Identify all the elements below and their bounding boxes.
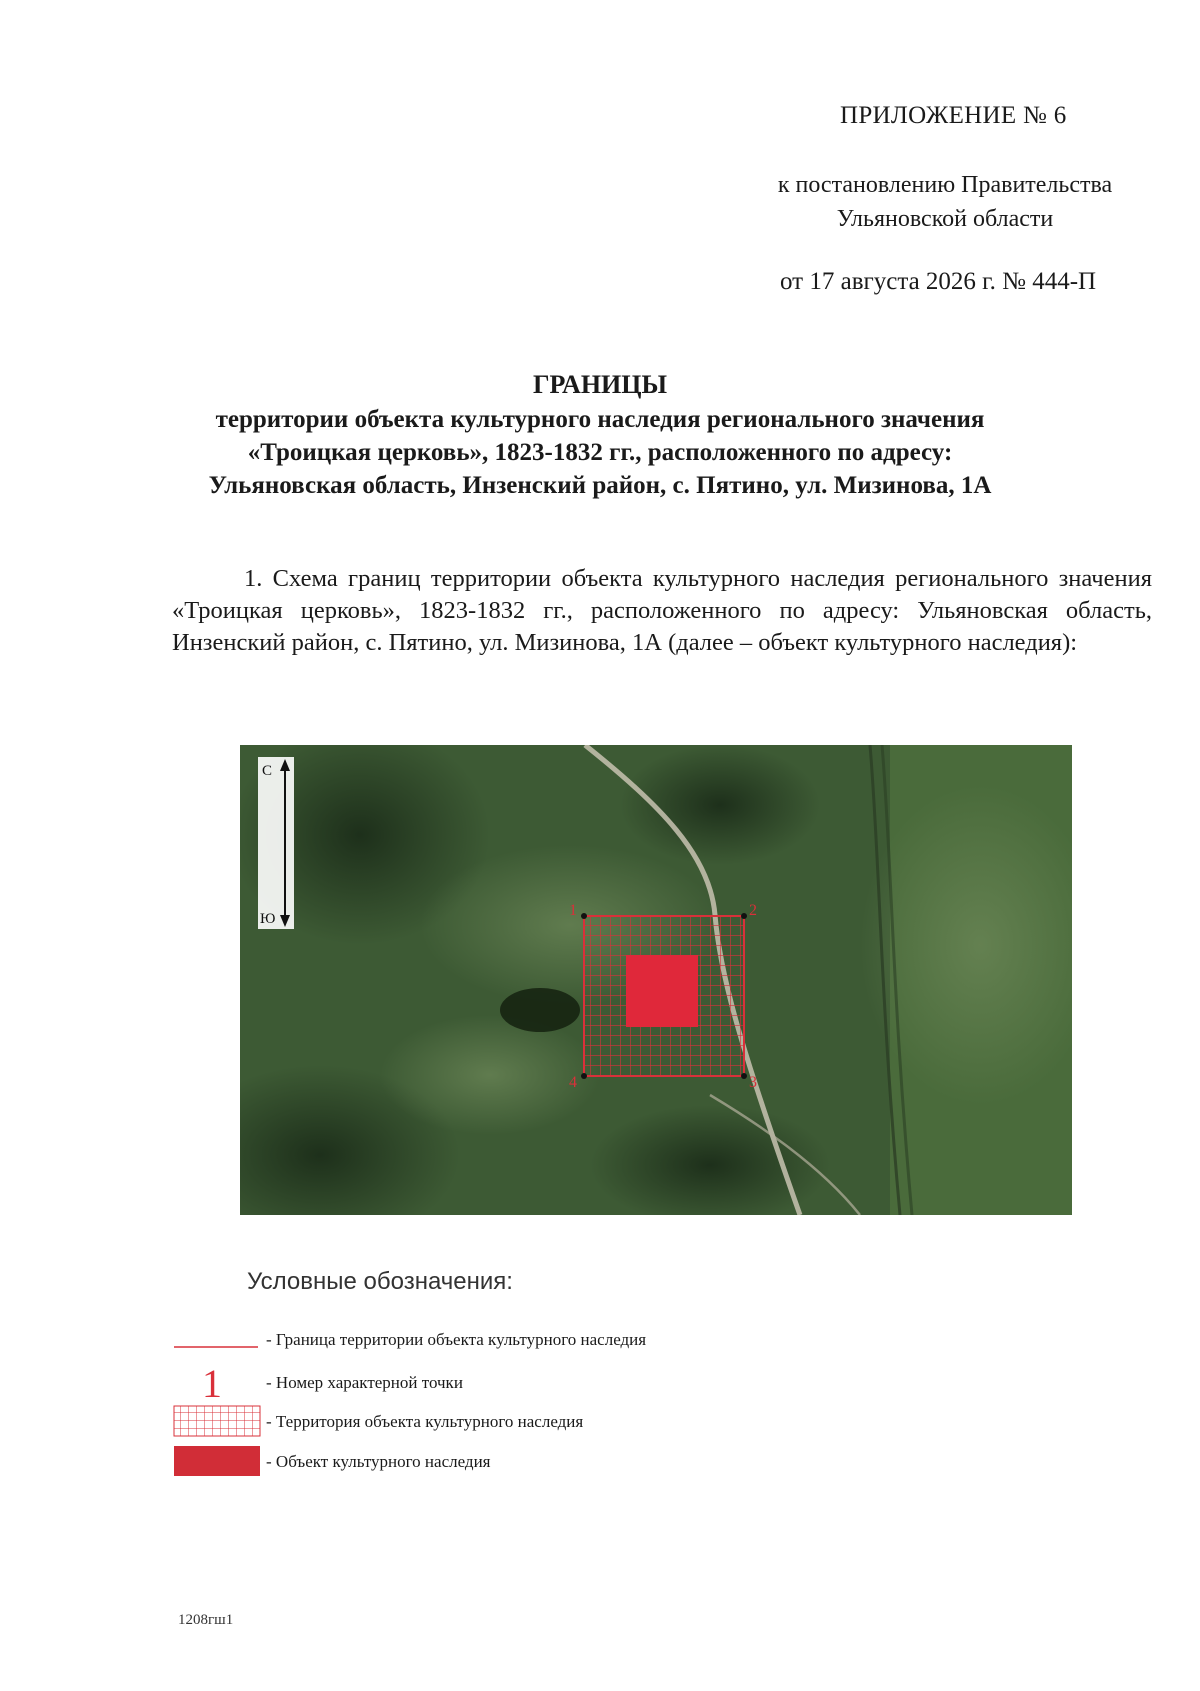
- document-title: [140, 368, 1060, 502]
- appendix-date: от 17 августа 2026 г. № 444-П: [780, 268, 1097, 295]
- compass-north-label: С: [262, 763, 273, 779]
- point-2: [741, 913, 747, 919]
- point-label-3: 3: [749, 1074, 757, 1091]
- heritage-object: [626, 955, 698, 1027]
- document-title-line1: территории объекта культурного наследия регионального значения: [215, 406, 985, 433]
- point-3: [741, 1073, 747, 1079]
- compass-background: [258, 757, 294, 929]
- point-label-2: 2: [749, 902, 757, 919]
- filled-object-icon: [172, 1444, 264, 1478]
- light-vegetation-3: [380, 1015, 600, 1135]
- legend-title: Условные обозначения:: [247, 1268, 513, 1295]
- church-shadow: [500, 988, 580, 1032]
- appendix-reference-line2: Ульяновской области: [836, 206, 1054, 232]
- boundary-line-icon: [172, 1322, 264, 1352]
- grid-territory-icon: [172, 1404, 264, 1438]
- body-paragraph: 1. Схема границ территории объекта культурного наследия регионального значения «Троицкая церковь», 1823-1832 гг., расположенного по адресу: Ульяновская область, Инзенский район, с. Пятино, ул. Мизинова, 1А (далее – объект культурного наследия):: [172, 565, 1152, 656]
- document-title-main: ГРАНИЦЫ: [532, 370, 668, 399]
- point-4: [581, 1073, 587, 1079]
- document-title-line3: Ульяновская область, Инзенский район, с. Пятино, ул. Мизинова, 1А: [208, 472, 992, 499]
- legend-text-object: - Объект культурного наследия: [266, 1452, 491, 1471]
- boundary-scheme-map: [240, 745, 1072, 1215]
- svg-text:1: 1: [202, 1363, 222, 1399]
- legend-text-boundary: - Граница территории объекта культурного наследия: [266, 1330, 647, 1349]
- point-1: [581, 913, 587, 919]
- legend-text-territory: - Территория объекта культурного наследия: [266, 1412, 584, 1431]
- point-label-4: 4: [569, 1074, 577, 1091]
- point-label-1: 1: [569, 902, 577, 919]
- footer-code: 1208гш1: [178, 1612, 234, 1628]
- document-title-line2: «Троицкая церковь», 1823-1832 гг., расположенного по адресу:: [247, 439, 953, 466]
- appendix-reference: [735, 168, 1155, 236]
- compass-south-label: Ю: [260, 911, 276, 927]
- point-number-icon: [172, 1363, 264, 1399]
- legend-text-point: - Номер характерной точки: [266, 1373, 463, 1392]
- appendix-title: ПРИЛОЖЕНИЕ № 6: [840, 102, 1067, 129]
- appendix-reference-line1: к постановлению Правительства: [777, 172, 1113, 198]
